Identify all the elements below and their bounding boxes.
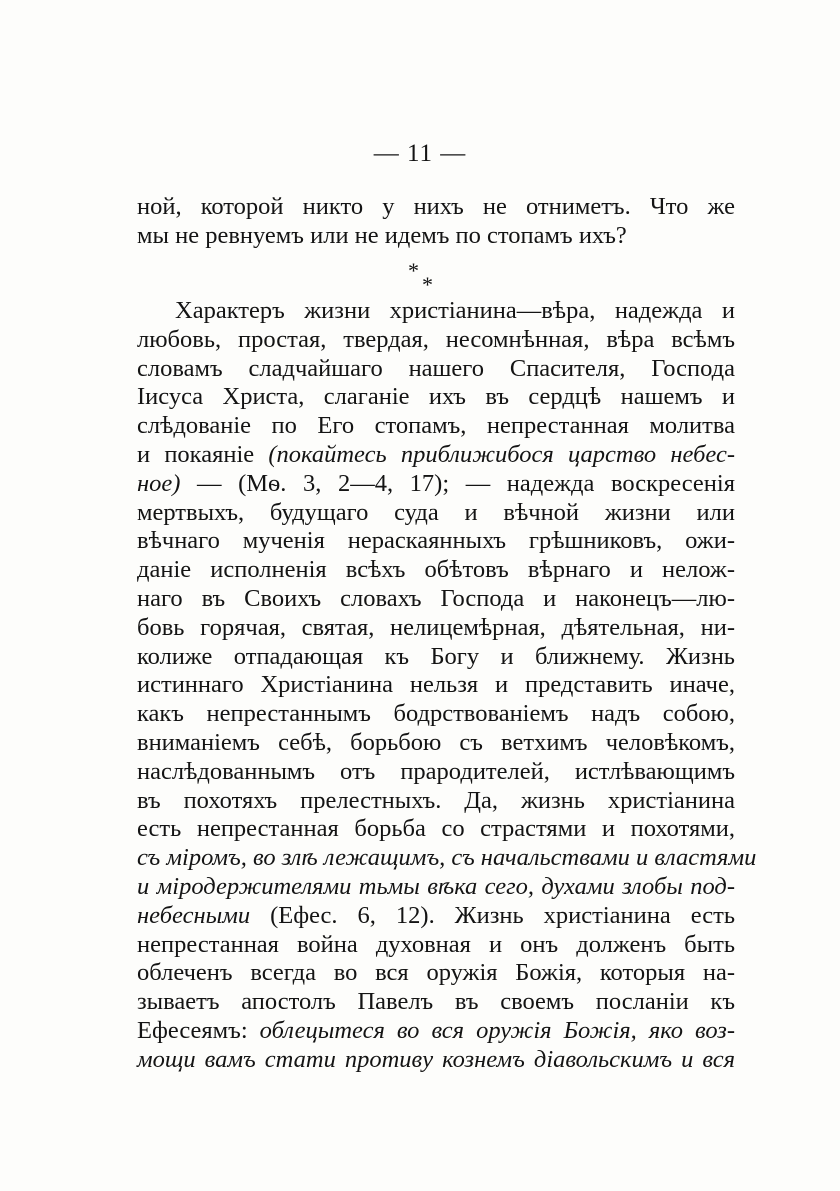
text-line: [137, 326, 735, 355]
text-line: [137, 643, 735, 672]
text-segment: наго въ Своихъ словахъ Господа и наконецъ—лю-: [137, 584, 735, 612]
text-line: [137, 700, 735, 729]
text-line: [137, 297, 735, 326]
italic-text: и міродержителями тьмы вѣка сего, духами злобы под-: [137, 872, 735, 900]
text-segment: (Ефес. 6, 12). Жизнь христіанина есть: [250, 901, 735, 929]
text-segment: въ похотяхъ прелестныхъ. Да, жизнь христіанина: [137, 786, 735, 814]
text-line: [137, 758, 735, 787]
text-segment: Іисуса Христа, слаганіе ихъ въ сердцѣ нашемъ и: [137, 383, 735, 411]
text-line: ной, которой никто у нихъ не отниметъ. Что же: [137, 193, 735, 220]
text-line: [137, 988, 735, 1017]
text-segment: колиже отпадающая къ Богу и ближнему. Жизнь: [137, 642, 735, 670]
text-segment: какъ непрестаннымъ бодрствованіемъ надъ собою,: [137, 700, 735, 728]
text-segment: бовь горячая, святая, нелицемѣрная, дѣятельная, ни-: [137, 613, 735, 641]
text-line: [137, 441, 735, 470]
text-line: [137, 1046, 735, 1075]
text-segment: Ефесеямъ:: [137, 1016, 260, 1044]
text-line: [137, 355, 735, 384]
text-segment: вѣчнаго мученія нераскаянныхъ грѣшниковъ, ожи-: [137, 527, 735, 555]
main-paragraph: [137, 297, 757, 1075]
text-line: [137, 412, 735, 441]
text-line: [137, 527, 735, 556]
page-number: — 11 —: [373, 140, 467, 167]
continuation-text: [137, 193, 735, 251]
text-segment: есть непрестанная борьба со страстями и похотями,: [137, 815, 735, 843]
text-line: [137, 844, 757, 873]
text-line: [137, 499, 735, 528]
section-separator: [400, 258, 440, 298]
text-segment: наслѣдованнымъ отъ прародителей, истлѣвающимъ: [137, 757, 735, 785]
text-line: [137, 383, 735, 412]
text-segment: вниманіемъ себѣ, борьбою съ ветхимъ человѣкомъ,: [137, 728, 735, 756]
text-segment: словамъ сладчайшаго нашего Спасителя, Господа: [137, 354, 735, 382]
text-line: [137, 873, 735, 902]
text-segment: облеченъ всегда во вся оружія Божія, которыя на-: [137, 959, 735, 987]
text-segment: истиннаго Христіанина нельзя и представить иначе,: [137, 671, 735, 699]
text-line: [137, 902, 735, 931]
text-segment: зываетъ апостолъ Павелъ въ своемъ посланіи къ: [137, 988, 735, 1016]
separator-star: *: [422, 272, 433, 297]
separator-star: *: [408, 258, 419, 283]
text-line: [137, 671, 735, 700]
text-line: [137, 815, 735, 844]
text-segment: — (Мѳ. 3, 2—4, 17); — надежда воскресенія: [180, 469, 735, 497]
text-segment: любовь, простая, твердая, несомнѣнная, вѣра всѣмъ: [137, 325, 735, 353]
text-line: [137, 470, 735, 499]
italic-text: ное): [137, 469, 181, 497]
text-line: [137, 787, 735, 816]
italic-text: облецытеся во вся оружія Божія, яко воз-: [259, 1016, 735, 1044]
text-line: [137, 729, 735, 758]
text-line: мы не ревнуемъ или не идемъ по стопамъ ихъ?: [137, 221, 627, 249]
text-segment: Характеръ жизни христіанина—вѣра, надежда и: [175, 297, 735, 324]
text-segment: и покаяніе: [137, 440, 269, 468]
text-segment: мертвыхъ, будущаго суда и вѣчной жизни или: [137, 498, 735, 526]
text-segment: даніе исполненія всѣхъ обѣтовъ вѣрнаго и нелож-: [137, 556, 735, 584]
text-segment: слѣдованіе по Его стопамъ, непрестанная молитва: [137, 412, 735, 440]
text-segment: непрестанная война духовная и онъ долженъ быть: [137, 930, 735, 958]
italic-text: мощи вамъ стати противу кознемъ діавольскимъ и вся: [137, 1045, 735, 1073]
italic-text: съ міромъ, во злѣ лежащимъ, съ начальствами и властями: [137, 844, 757, 872]
text-line: [137, 959, 735, 988]
text-line: [137, 556, 735, 585]
text-line: [137, 614, 735, 643]
text-line: [137, 1017, 735, 1046]
text-line: [137, 931, 735, 960]
text-line: [137, 585, 735, 614]
italic-text: (покайтесь приближибося царство небес-: [268, 440, 735, 468]
italic-text: небесными: [137, 901, 251, 929]
